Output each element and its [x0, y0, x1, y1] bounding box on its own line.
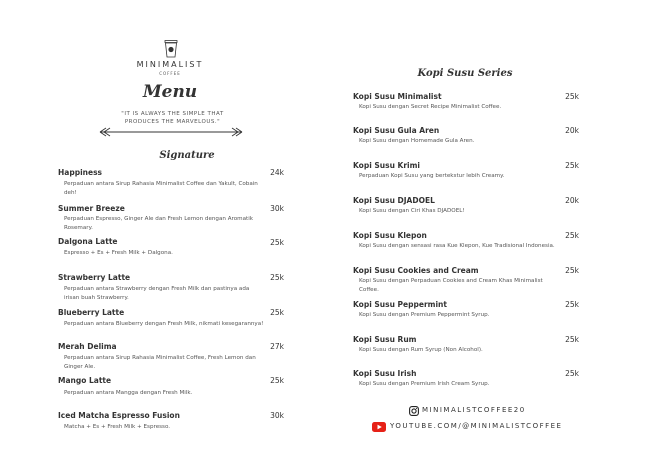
item-name: Kopi Susu Krimi — [353, 161, 421, 170]
item-price: 25k — [565, 231, 579, 240]
kopi-susu-title: Kopi Susu Series — [417, 68, 513, 79]
item-name: Kopi Susu Rum — [353, 335, 417, 344]
item-price: 30k — [270, 204, 284, 213]
item-name: Merah Delima — [58, 342, 117, 351]
item-price: 25k — [565, 161, 579, 170]
menu-title: Menu — [142, 82, 198, 102]
item-price: 25k — [270, 376, 284, 385]
item-price: 25k — [565, 335, 579, 344]
item-name: Kopi Susu Cookies and Cream — [353, 266, 479, 275]
item-name: Kopi Susu DJADOEL — [353, 196, 435, 205]
brand-sub: COFFEE — [159, 71, 181, 76]
item-name: Blueberry Latte — [58, 308, 125, 317]
item-name: Kopi Susu Klepon — [353, 231, 427, 240]
item-price: 20k — [565, 126, 579, 135]
item-desc: Kopi Susu dengan Rum Syrup (Non Alcohol). — [359, 347, 483, 353]
item-desc: Kopi Susu dengan Perpaduan Cookies and Cream Khas Minimalist Coffee. — [359, 278, 543, 293]
item-desc: Kopi Susu dengan Premium Irish Cream Syrup. — [359, 381, 490, 387]
item-price: 20k — [565, 196, 579, 205]
item-desc: Espresso + Es + Fresh Milk + Dalgona. — [64, 250, 173, 256]
item-desc: Perpaduan antara Sirup Rahasia Minimalist Coffee, Fresh Lemon dan Ginger Ale. — [64, 355, 256, 370]
item-name: Summer Breeze — [58, 204, 125, 213]
item-desc: Perpaduan Kopi Susu yang bertekstur lebih Creamy. — [359, 173, 505, 179]
item-name: Kopi Susu Gula Aren — [353, 126, 440, 135]
item-desc: Kopi Susu dengan sensasi rasa Kue Klepon, Kue Tradisional Indonesia. — [359, 243, 555, 249]
item-price: 25k — [270, 308, 284, 317]
item-name: Strawberry Latte — [58, 273, 131, 282]
decorative-arrow-icon — [98, 126, 244, 138]
item-price: 25k — [565, 369, 579, 378]
instagram-icon — [409, 406, 419, 416]
item-desc: Perpaduan antara Blueberry dengan Fresh Milk, nikmati kesegarannya! — [64, 321, 264, 327]
item-name: Kopi Susu Irish — [353, 369, 417, 378]
item-desc: Perpaduan antara Sirup Rahasia Minimalist Coffee dan Yakult, Cobain deh! — [64, 181, 258, 196]
item-name: Happiness — [58, 168, 103, 177]
item-name: Mango Latte — [58, 376, 112, 385]
item-name: Kopi Susu Peppermint — [353, 300, 447, 309]
brand-name: MINIMALIST — [136, 60, 204, 69]
item-price: 25k — [565, 266, 579, 275]
item-price: 25k — [270, 238, 284, 247]
item-desc: Perpaduan antara Mangga dengan Fresh Milk. — [64, 390, 193, 396]
item-name: Iced Matcha Espresso Fusion — [58, 411, 180, 420]
item-price: 27k — [270, 342, 284, 351]
youtube-url: YOUTUBE.COM/@MINIMALISTCOFFEE — [390, 422, 563, 430]
instagram-handle: MINIMALISTCOFFEE20 — [422, 406, 526, 414]
item-desc: Kopi Susu dengan Secret Recipe Minimalist Coffee. — [359, 104, 502, 110]
menu-quote: "IT IS ALWAYS THE SIMPLE THAT PRODUCES THE MARVELOUS." — [121, 111, 224, 125]
item-price: 25k — [270, 273, 284, 282]
item-price: 25k — [565, 300, 579, 309]
item-desc: Matcha + Es + Fresh Milk + Espresso. — [64, 424, 171, 430]
item-desc: Kopi Susu dengan Ciri Khas DJADOEL! — [359, 208, 465, 214]
item-name: Kopi Susu Minimalist — [353, 92, 442, 101]
item-price: 25k — [565, 92, 579, 101]
item-price: 24k — [270, 168, 284, 177]
item-price: 30k — [270, 411, 284, 420]
coffee-cup-logo-icon — [164, 40, 178, 58]
item-name: Dalgona Latte — [58, 237, 118, 246]
signature-title: Signature — [159, 150, 215, 161]
youtube-icon — [372, 422, 386, 432]
item-desc: Perpaduan Espresso, Ginger Ale dan Fresh Lemon dengan Aromatik Rosemary. — [64, 216, 254, 231]
item-desc: Kopi Susu dengan Premium Peppermint Syrup. — [359, 312, 490, 318]
item-desc: Perpaduan antara Strawberry dengan Fresh Milk dan pastinya ada irisan buah Strawberry. — [64, 286, 250, 301]
item-desc: Kopi Susu dengan Homemade Gula Aren. — [359, 138, 475, 144]
